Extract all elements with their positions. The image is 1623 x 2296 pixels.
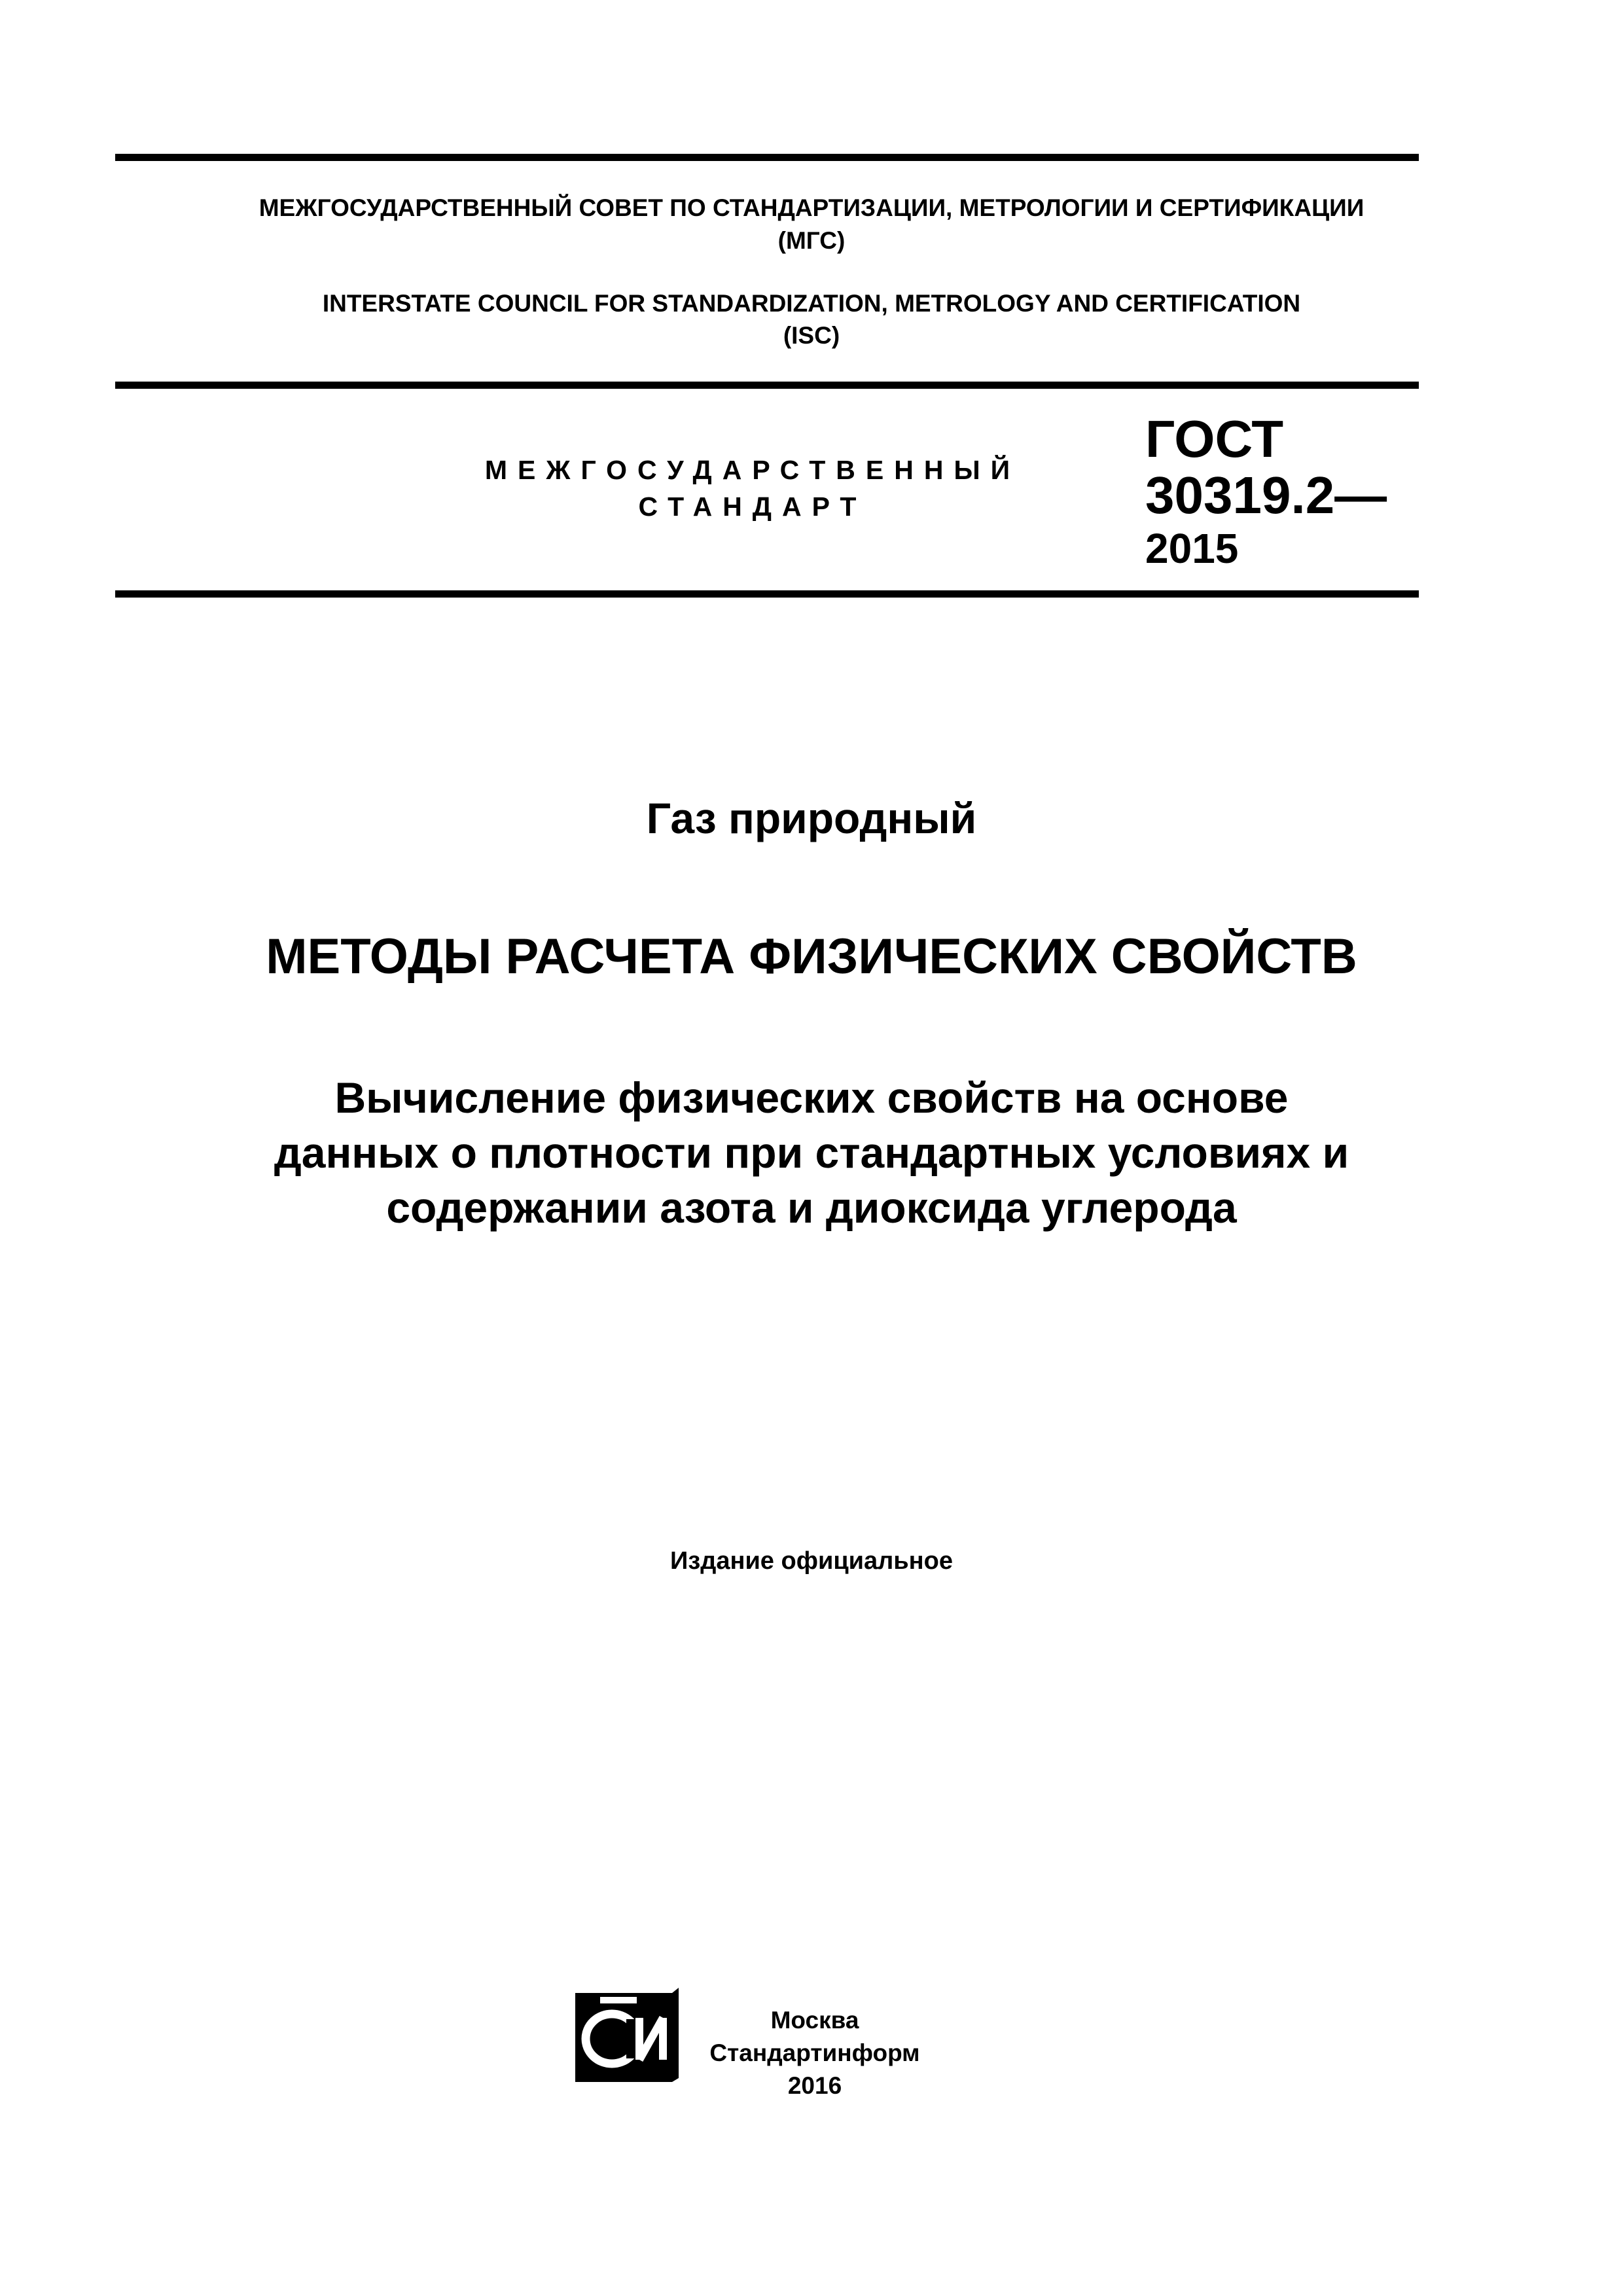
gost-designation <box>1145 411 1387 573</box>
publisher-block <box>694 2004 936 2102</box>
council-name-ru: МЕЖГОСУДАРСТВЕННЫЙ СОВЕТ ПО СТАНДАРТИЗАЦИИ, МЕТРОЛОГИИ И СЕРТИФИКАЦИИ <box>259 194 1364 221</box>
middle-rule <box>115 382 1419 389</box>
subtitle-line3: содержании азота и диоксида углерода <box>386 1183 1237 1232</box>
subtitle <box>0 1070 1623 1235</box>
publisher-city: Москва <box>770 2007 859 2034</box>
council-abbr-en: (ISC) <box>783 322 840 349</box>
publisher-year: 2016 <box>787 2072 842 2099</box>
standard-type-line2: СТАНДАРТ <box>638 492 867 522</box>
subtitle-line1: Вычисление физических свойств на основе <box>334 1073 1289 1122</box>
gost-year: 2015 <box>1145 525 1239 572</box>
gost-number: 30319.2— <box>1145 466 1387 524</box>
bottom-rule <box>115 590 1419 598</box>
standard-type-line1: МЕЖГОСУДАРСТВЕННЫЙ <box>484 455 1021 485</box>
standartinform-logo-icon <box>574 1988 680 2085</box>
publisher-name: Стандартинформ <box>709 2039 920 2066</box>
standard-type-label <box>432 452 1073 525</box>
council-name-en: INTERSTATE COUNCIL FOR STANDARDIZATION, METROLOGY AND CERTIFICATION <box>322 290 1301 317</box>
edition-note: Издание официальное <box>670 1547 953 1575</box>
product-title: Газ природный <box>646 794 977 842</box>
gost-prefix: ГОСТ <box>1145 410 1284 468</box>
subtitle-line2: данных о плотности при стандартных условиях и <box>274 1128 1349 1177</box>
top-rule <box>115 154 1419 161</box>
council-abbr-ru: (МГС) <box>777 227 846 254</box>
main-title: МЕТОДЫ РАСЧЕТА ФИЗИЧЕСКИХ СВОЙСТВ <box>266 929 1357 984</box>
